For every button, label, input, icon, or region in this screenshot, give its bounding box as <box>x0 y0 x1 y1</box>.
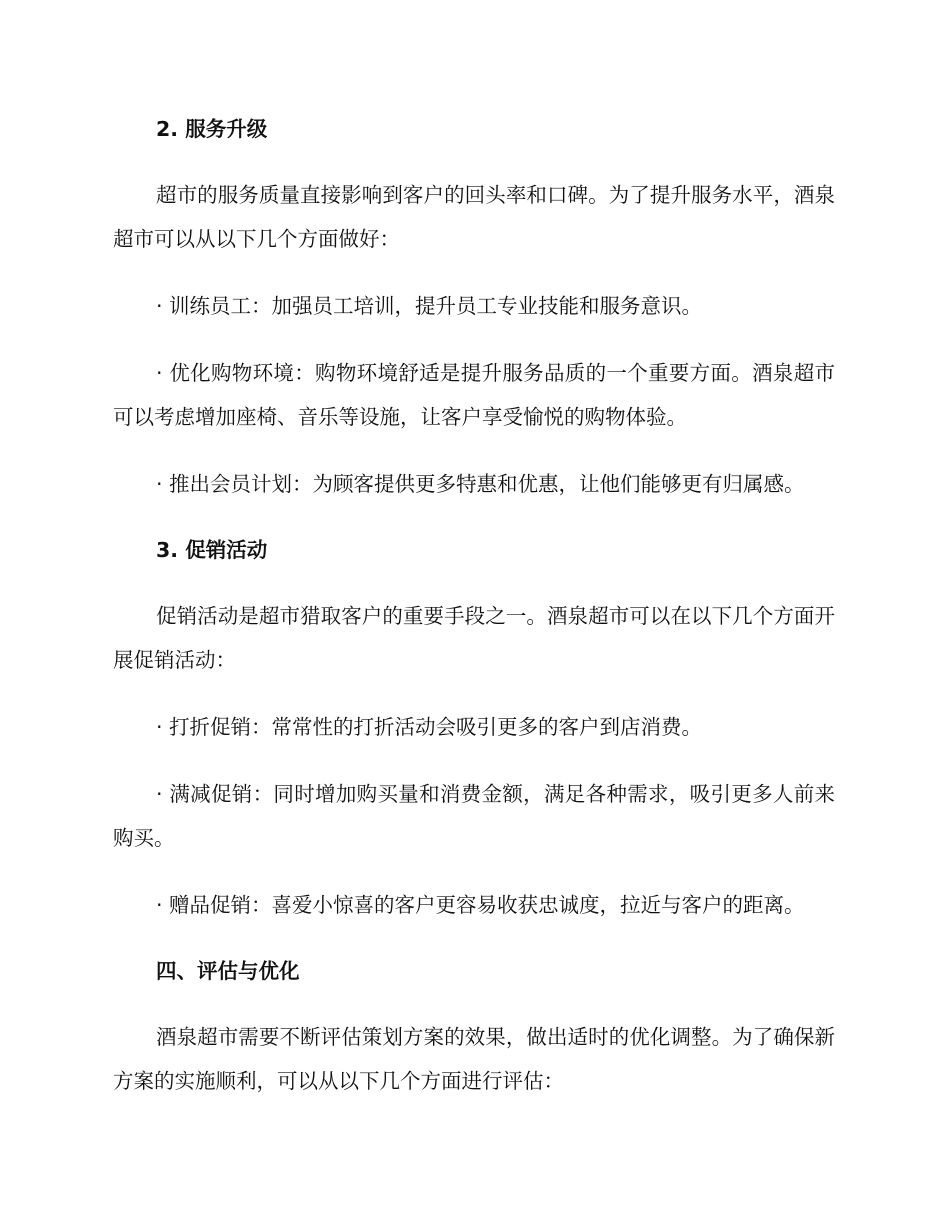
bullet-item-gift: · 赠品促销：喜爱小惊喜的客户更容易收获忠诚度，拉近与客户的距离。 <box>156 893 805 917</box>
section-intro-evaluation: 酒泉超市需要不断评估策划方案的效果，做出适时的优化调整。为了确保新方案的实施顺利，可以从以下几个方面进行评估： <box>113 1025 835 1093</box>
section-intro-promotions: 促销活动是超市猎取客户的重要手段之一。酒泉超市可以在以下几个方面开展促销活动： <box>113 604 835 672</box>
bullet-item-discount: · 打折促销：常常性的打折活动会吸引更多的客户到店消费。 <box>156 715 703 739</box>
section-heading-service-upgrade: 2. 服务升级 <box>156 117 268 141</box>
section-heading-promotions: 3. 促销活动 <box>156 538 268 562</box>
document-body <box>113 108 835 1126</box>
bullet-item-shopping-environment: · 优化购物环境：购物环境舒适是提升服务品质的一个重要方面。酒泉超市可以考虑增加座椅、音乐等设施，让客户享受愉悦的购物体验。 <box>113 361 835 429</box>
bullet-item-spend-reduction: · 满减促销：同时增加购买量和消费金额，满足各种需求，吸引更多人前来购买。 <box>113 782 835 850</box>
section-intro-service-upgrade: 超市的服务质量直接影响到客户的回头率和口碑。为了提升服务水平，酒泉超市可以从以下几个方面做好： <box>113 183 835 251</box>
section-heading-evaluation: 四、评估与优化 <box>156 959 300 983</box>
bullet-item-train-staff: · 训练员工：加强员工培训，提升员工专业技能和服务意识。 <box>156 294 703 318</box>
bullet-item-membership-plan: · 推出会员计划：为顾客提供更多特惠和优惠，让他们能够更有归属感。 <box>156 472 805 496</box>
